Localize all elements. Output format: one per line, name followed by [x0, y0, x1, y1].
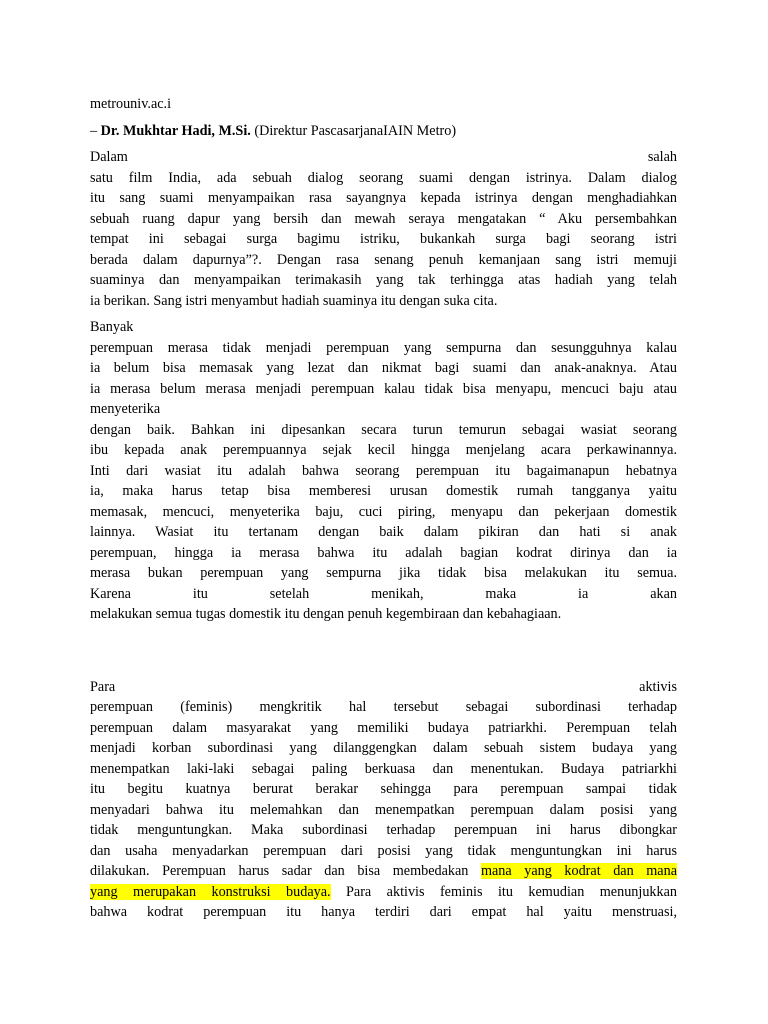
paragraph-line: ia berikan. Sang istri menyambut hadiah suaminya itu dengan suka cita.: [90, 292, 498, 309]
paragraph-line: dan usaha menyadarkan perempuan dari posisi yang tidak menguntungkan ini harus: [90, 842, 677, 859]
paragraph-line: lainnya. Wasiat itu tertanam dengan baik dalam pikiran dan hati si anak: [90, 524, 677, 540]
paragraph-line: menempatkan laki-laki sebagai paling berkuasa dan menentukan. Budaya patriarkhi: [90, 760, 677, 777]
paragraph-line: ia, maka harus tetap bisa memberesi urusan domestik rumah tangganya yaitu: [90, 483, 677, 499]
paragraph-line: perempuan dalam masyarakat yang memiliki budaya patriarkhi. Perempuan telah: [90, 719, 677, 736]
paragraph-line: Para aktivis: [90, 678, 677, 695]
highlighted-text: yang merupakan konstruksi budaya.: [90, 883, 331, 900]
paragraph-line: perempuan merasa tidak menjadi perempuan yang sempurna dan sesungguhnya kalau: [90, 339, 677, 356]
paragraph-line: Inti dari wasiat itu adalah bahwa seorang perempuan itu bagaimanapun hebatnya: [90, 462, 677, 479]
paragraph-line: tempat ini sebagai surga bagimu istriku, bukankah surga bagi seorang istri: [90, 231, 677, 247]
paragraph-line: berada dalam dapurnya”?. Dengan rasa senang penuh kemanjaan sang istri memuji: [90, 251, 677, 268]
paragraph-line: Banyak: [90, 319, 134, 335]
paragraph-line: menyeterika: [90, 401, 161, 417]
paragraph-line: dengan baik. Bahkan ini dipesankan secara turun temurun sebagai wasiat seorang: [90, 421, 677, 438]
paragraph-line: ibu kepada anak perempuannya sejak kecil hingga menjelang acara perkawinannya.: [90, 442, 677, 458]
paragraph-line: sebuah ruang dapur yang bersih dan mewah seraya mengatakan “ Aku persembahkan: [90, 210, 677, 227]
paragraph-line: Dalam salah: [90, 149, 677, 165]
paragraph-line: melakukan semua tugas domestik itu dengan penuh kegembiraan dan kebahagiaan.: [90, 606, 562, 622]
paragraph-text: dilakukan. Perempuan harus sadar dan bisa membedakan: [90, 863, 481, 879]
paragraph-line: merasa bukan perempuan yang sempurna jika tidak bisa melakukan itu semua.: [90, 565, 677, 581]
site-label: metrouniv.ac.i: [90, 96, 172, 112]
paragraph-1: [90, 147, 677, 311]
article: [90, 94, 677, 923]
paragraph-line: perempuan, hingga ia merasa bahwa itu adalah bagian kodrat dirinya dan ia: [90, 544, 677, 561]
author-dash: –: [90, 122, 101, 139]
paragraph-line: bahwa kodrat perempuan itu hanya terdiri dari empat hal yaitu menstruasi,: [90, 904, 677, 920]
paragraph-2: [90, 317, 677, 625]
paragraph-line: ia belum bisa memasak yang lezat dan nikmat bagi suami dan anak-anaknya. Atau: [90, 360, 677, 376]
paragraph-line: [90, 882, 677, 903]
author-name: Dr. Mukhtar Hadi, M.Si.: [100, 122, 251, 139]
paragraph-line: memasak, mencuci, menyeterika baju, cuci piring, menyapu dan pekerjaan domestik: [90, 503, 677, 520]
author-line: [90, 121, 677, 142]
paragraph-line: itu begitu kuatnya berurat berakar sehingga para perempuan sampai tidak: [90, 781, 677, 797]
paragraph-line: suaminya dan menyampaikan terimakasih yang tak terhingga atas hadiah yang telah: [90, 272, 677, 288]
paragraph-line: Karena itu setelah menikah, maka ia akan: [90, 585, 677, 602]
paragraph-line: ia merasa belum merasa menjadi perempuan kalau tidak bisa menyapu, mencuci baju atau: [90, 380, 677, 397]
paragraph-line: itu sang suami menyampaikan rasa sayangnya kepada istrinya dengan menghadiahkan: [90, 190, 677, 206]
paragraph-line: perempuan (feminis) mengkritik hal tersebut sebagai subordinasi terhadap: [90, 699, 677, 715]
paragraph-text: Para aktivis feminis itu kemudian menunjukkan: [330, 883, 677, 900]
highlighted-text: mana yang kodrat dan mana: [480, 863, 677, 879]
paragraph-3: [90, 677, 677, 923]
author-role: (Direktur PascasarjanaIAIN Metro): [250, 122, 457, 139]
paragraph-line: [90, 861, 677, 882]
paragraph-line: menjadi korban subordinasi yang dilanggengkan dalam sebuah sistem budaya yang: [90, 740, 677, 756]
paragraph-line: menyadari bahwa itu melemahkan dan menempatkan perempuan dalam posisi yang: [90, 801, 677, 818]
paragraph-line: satu film India, ada sebuah dialog seorang suami dengan istrinya. Dalam dialog: [90, 169, 677, 186]
paragraph-line: tidak menguntungkan. Maka subordinasi terhadap perempuan ini harus dibongkar: [90, 822, 677, 838]
